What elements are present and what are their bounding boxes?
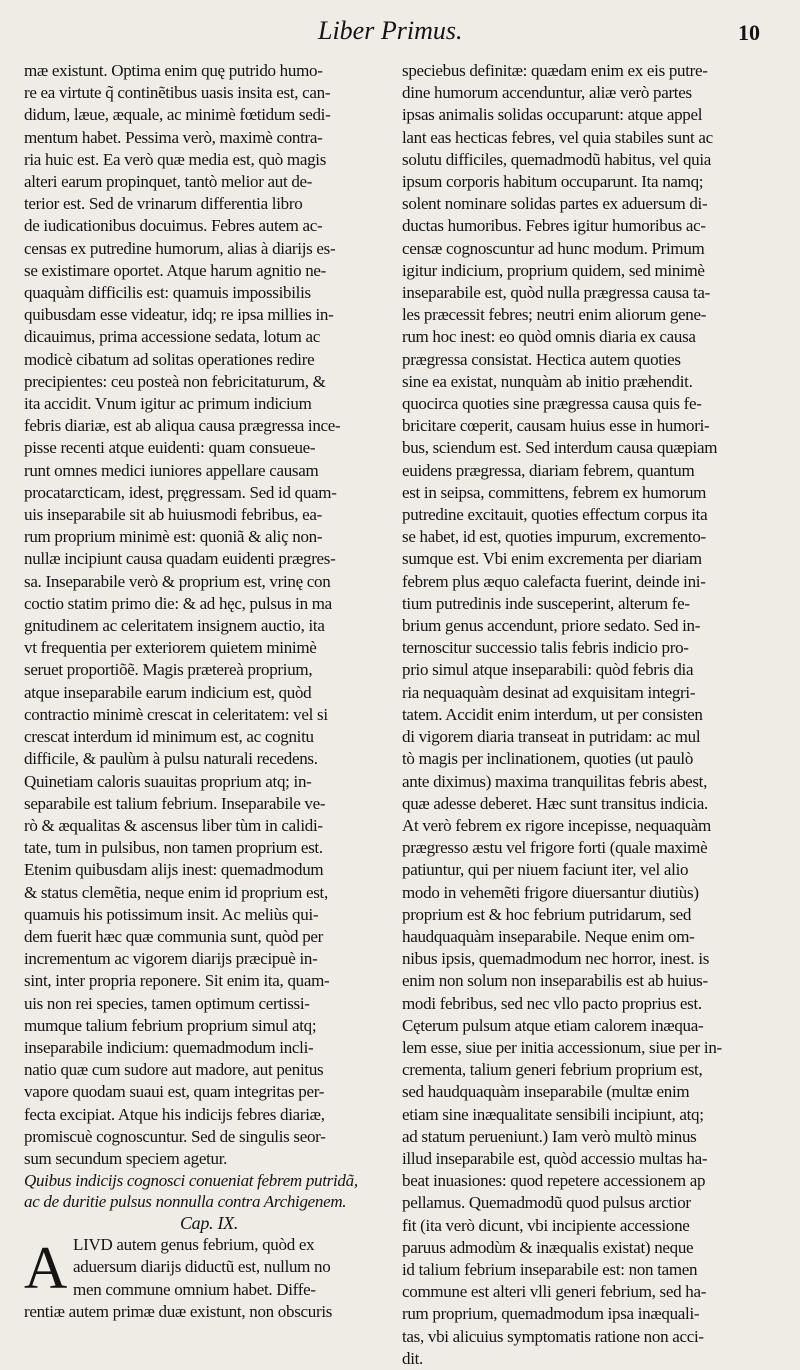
right-column: [402, 60, 774, 1368]
left-column: [24, 60, 394, 1356]
left-paragraph-1: mæ existunt. Optima enim quę putrido humo- re ea virtute q̃ continẽtibus uasis insita est, can- didum, læue, æquale, ac minimè fœtidum sedi- mentum habet. Pessima verò, maximè contra- ria huic est. Ea verò quæ media est, quò magis alteri earum propinquet, tantò melior aut de- terior est. Sed de vrinarum differentia libro de iudicationibus docuimus. Febres autem ac- censas ex putredine humorum, alias à diarijs es- se existimare oportet. Atque harum agnitio ne- quaquàm difficilis est: quamuis impossibilis quibusdam esse videatur, idq; re ipsa millies in- dicauimus, prima accessione sedata, lotum ac modicè cibatum ad solitas operationes redire precipientes: ceu posteà non febricitaturum, & ita accidit. Vnum igitur ac primum indicium febris diariæ, est ab aliqua causa prægressa ince- pisse recenti atque euidenti: quam consueue- runt omnes medici iuniores appellare causam procatarcticam, idest, pręgressam. Sed id quam- uis inseparabile sit ab huiusmodi febribus, ea- rum proprium minimè est: quoniã & aliç non- nullæ incipiunt causa quadam euidenti prægres- sa. Inseparabile verò & proprium est, vrinę con coctio statim primo die: & ad hęc, pulsus in ma gnitudinem ac celeritatem insignem auctio, ita vt frequentia per exteriorem quietem minimè seruet proportiõẽ. Magis prætereà proprium, atque inseparabile earum indicium est, quòd contractio minimè crescat in celeritatem: vel si crescat interdum id minimum est, ac cognitu difficile, & paulùm à pulsu naturali recedens. Quinetiam caloris suauitas proprium atq; in- separabile est talium febrium. Inseparabile ve- rò & æqualitas & ascensus liber tùm in calidi- tate, tum in pulsibus, non tamen proprium est. Etenim quibusdam alijs inest: quemadmodum & status clemẽtia, neque enim id proprium est, quamuis his potissimum insit. Ac meliùs qui- dem fuerit hæc quæ communia sunt, quòd per incrementum ac vigorem diarijs præcipuè in- sint, inter propria reponere. Sit enim ita, quam- uis non rei species, tamen optimum certissi- mumque talium febrium proprium simul atq; inseparabile indicium: quemadmodum incli- natio quæ cum sudore aut madore, aut penitus vapore quodam suaui est, quam integritas per- fecta excipiat. Atque his indicijs febres diariæ, promiscuè cognoscuntur. Sed de singulis seor- sum secundum speciem agetur.: [24, 61, 341, 1168]
running-head: Liber Primus.: [318, 16, 463, 45]
page-number: 10: [738, 20, 760, 45]
right-paragraph-1: speciebus definitæ: quædam enim ex eis putre- dine humorum accenduntur, aliæ verò partes ipsas animalis solidas occuparunt: atque appel lant eas hecticas febres, vel quia stabiles sunt ac solutu difficiles, quemadmodũ habitus, vel quia ipsum corporis habitum occuparunt. Ita namq; solent nominare solidas partes ex aduersum di- ductas humoribus. Febres igitur humoribus ac- censæ cognoscuntur ad hunc modum. Primum igitur indicium, proprium quidem, sed minimè inseparabile est, quòd nulla prægressa causa ta- les præcessit febres; neutri enim aliorum gene- rum hoc inest: eo quòd omnis diaria ex causa prægressa consistat. Hectica autem quoties sine ea existat, nunquàm ab initio præhendit. quocirca quoties sine prægressa causa quis fe- bricitare cœperit, causam huius esse in humori- bus, sciendum est. Sed interdum causa quæpiam euidens prægressa, diariam febrem, quantum est in seipsa, committens, febrem ex humorum putredine excitauit, quoties effectum corpus ita se habet, id est, quoties impurum, excremento- sumque est. Vbi enim excrementa per diariam febrem plus æquo calefacta fuerint, deinde ini- tium putredinis inde susceperint, alterum fe- brium genus accendunt, priore sedato. Sed in- ternoscitur successio talis febris indicio pro- prio simul atque inseparabili: quòd febris dia ria nequaquàm desinat ad exquisitam integri- tatem. Accidit enim interdum, ut per consisten di vigorem diaria transeat in putridam: ac mul tò magis per inclinationem, quoties (ut paulò ante diximus) maxima tranquilitas febris abest, quæ adesse deberet. Hæc sunt transitus indicia. At verò febrem ex rigore incepisse, nequaquàm prægresso æstu vel frigore forti (quale maximè patiuntur, qui per niuem faciunt iter, vel alio modo in vehemẽti frigore diuersantur diutiùs) proprium est & hoc febrium putridarum, sed haudquaquàm inseparabile. Neque enim om- nibus ipsis, quemadmodum nec horror, inest. is enim non solum non inseparabilis est ab huius- modi febribus, sed nec vllo pacto proprius est. Cęterum pulsum atque etiam calorem inæqua- lem esse, siue per initia accessionum, siue per in- crementa, talium generi febrium proprium est, sed haudquaquàm inseparabile (multæ enim etiam sine inæqualitate sensibili incipiunt, atq; ad statum perueniunt.) Iam verò multò minus illud inseparabile est, quòd accessio multas ha- beat inuasiones: quod repetere accessionem ap pellamus. Quemadmodũ quod pulsus arctior fit (ita verò dicunt, vbi incipiente accessione paruus admodùm & inæqualis existat) neque id talium febrium inseparabile est: non tamen commune est alteri vlli generi febrium, sed ha- rum proprium, quemadmodum ipsa inæquali- tas, vbi alicuius symptomatis ratione non acci- dit.: [402, 61, 722, 1368]
drop-cap: A: [24, 1235, 68, 1302]
left-paragraph-2: LIVD autem genus febrium, quòd ex aduersum diarijs diductũ est, nullum no men commune omnium habet. Diffe- rentiæ autem primæ duæ existunt, non obscuris: [24, 1235, 333, 1321]
chapter-number: Cap. IX.: [179, 1213, 239, 1234]
chapter-heading: Quibus indicijs cognosci conueniat febrem putridã, ac de duritie pulsus nonnulla contra Archigenem.: [24, 1171, 358, 1212]
page-header: [0, 0, 800, 52]
